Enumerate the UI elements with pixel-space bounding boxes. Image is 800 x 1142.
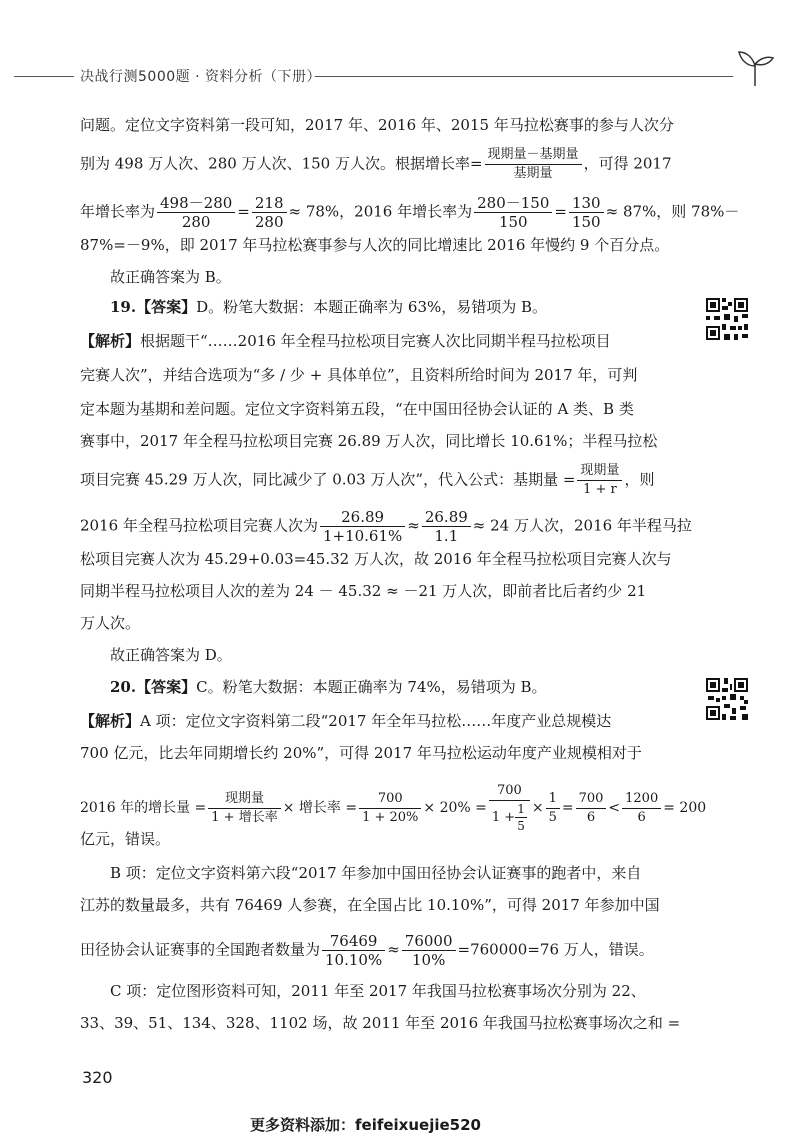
answer-line-19: 19.【答案】D。粉笔大数据：本题正确率为 63%，易错项为 B。 <box>110 298 548 316</box>
header-rule-left <box>14 76 74 77</box>
text-line: 田径协会认证赛事的全国跑者数量为 $\frac{76469}{10.10\%}$ ≈ $\frac{76000}{10\%}$ =760000=76 万人，错误。 <box>80 932 654 969</box>
text-line: 亿元，错误。 <box>80 830 171 848</box>
text-line: 赛事中，2017 年全程马拉松项目完赛 26.89 万人次，同比增长 10.61%；半程马拉松 <box>80 432 658 450</box>
answer-line-20: 20.【答案】C。粉笔大数据：本题正确率为 74%，易错项为 B。 <box>110 678 547 696</box>
text-line: 定本题为基期和差问题。定位文字资料第五段，“在中国田径协会认证的 A 类、B 类 <box>80 400 634 418</box>
nested-fraction: $\frac{1}{5}$ <box>517 802 525 833</box>
fraction: $\frac{26.89}{1+10.61\%}$ <box>320 508 405 545</box>
fraction: $\frac{76469}{10.10\%}$ <box>322 932 385 969</box>
fraction: $\frac{280-150}{150}$ <box>474 194 552 231</box>
text-line: 项目完赛 45.29 万人次，同比减少了 0.03 万人次”，代入公式：基期量 = $\frac{\text{现期量}}{1 + r}$ ，则 <box>80 463 655 497</box>
running-header <box>0 40 800 110</box>
base-period-formula: $\frac{\text{现期量}}{1 + r}$ <box>577 462 622 499</box>
page-number: 320 <box>82 1068 113 1087</box>
text-line: 问题。定位文字资料第一段可知，2017 年、2016 年、2015 年马拉松赛事的参与人次分 <box>80 116 674 134</box>
text-line: 江苏的数量最多，共有 76469 人参赛，在全国占比 10.10%”，可得 2017 年参加中国 <box>80 896 660 914</box>
text-line: B 项：定位文字资料第六段“2017 年参加中国田径协会认证赛事的跑者中，来自 <box>110 864 642 882</box>
analysis-line-20: 【解析】A 项：定位文字资料第二段“2017 年全年马拉松……年度产业总规模达 <box>80 712 612 730</box>
qr-code-icon[interactable] <box>704 676 750 722</box>
text-line: 完赛人次”，并结合选项为“多 / 少 + 具体单位”，且资料所给时间为 2017 年，可判 <box>80 366 638 384</box>
text-line: 33、39、51、134、328、1102 场，故 2011 年至 2016 年我国马拉松赛事场次之和 = <box>80 1014 681 1032</box>
fraction: $\frac{\text{现期量}}{\text{1 + 增长率}}$ <box>208 790 280 827</box>
header-rule-right <box>315 76 733 77</box>
text-line: 同期半程马拉松项目人次的差为 24 － 45.32 ≈ －21 万人次，即前者比后者约少 21 <box>80 582 647 600</box>
leaf-sprout-icon <box>733 48 777 88</box>
analysis-line-19: 【解析】根据题干“……2016 年全程马拉松项目完赛人次比同期半程马拉松项目 <box>80 332 611 350</box>
fraction: $\frac{26.89}{1.1}$ <box>422 508 471 545</box>
text-line: 故正确答案为 B。 <box>110 268 231 286</box>
text-line: 2016 年全程马拉松项目完赛人次为 $\frac{26.89}{1+10.61\%}$ ≈ $\frac{26.89}{1.1}$ ≈ 24 万人次，2016 年半程马拉 <box>80 508 692 545</box>
fraction: $\frac{1200}{6}$ <box>622 790 661 827</box>
text-line: 别为 498 万人次、280 万人次、150 万人次。根据增长率= $\frac{\text{现期量－基期量}}{\text{基期量}}$ ，可得 2017 <box>80 147 672 181</box>
qr-code-icon[interactable] <box>704 296 750 342</box>
formula-line: 2016 年的增长量 = $\frac{\text{现期量}}{\text{1 + 增长率}}$ × 增长率 = $\frac{700}{1 + 20\%}$ × 20% = 700 1 + $\frac{1}{5}$ × $\frac{1}{5}$ = $\frac{700}{6}$ < $\frac{1200}{6}$ = 200 <box>80 783 707 833</box>
fraction: $\frac{700}{1 + 20\%}$ <box>359 790 421 827</box>
text-line: 87%=－9%，即 2017 年马拉松赛事参与人次的同比增速比 2016 年慢约 9 个百分点。 <box>80 236 670 254</box>
fraction: $\frac{498-280}{280}$ <box>157 194 235 231</box>
text-line: 年增长率为 $\frac{498-280}{280}$ = $\frac{218}{280}$ ≈ 78%，2016 年增长率为 $\frac{280-150}{150}$ = $\frac{130}{150}$ ≈ 87%，则 78%－ <box>80 194 740 231</box>
text-line: 松项目完赛人次为 45.29+0.03=45.32 万人次，故 2016 年全程马拉松项目完赛人次与 <box>80 550 672 568</box>
text-line: C 项：定位图形资料可知，2011 年至 2017 年我国马拉松赛事场次分别为 22、 <box>110 982 646 1000</box>
text-line: 700 亿元，比去年同期增长约 20%”，可得 2017 年马拉松运动年度产业规模相对于 <box>80 744 642 762</box>
fraction: $\frac{1}{5}$ <box>546 790 560 827</box>
fraction: 700 1 + $\frac{1}{5}$ <box>489 782 530 834</box>
growth-rate-fraction: $\frac{\text{现期量－基期量}}{\text{基期量}}$ <box>485 146 582 183</box>
fraction: $\frac{76000}{10\%}$ <box>402 932 456 969</box>
fraction: $\frac{218}{280}$ <box>252 194 287 231</box>
book-title: 决战行测5000题 · 资料分析（下册） <box>80 69 321 85</box>
footer-note: 更多资料添加：feifeixuejie520 <box>250 1116 481 1134</box>
text-line: 万人次。 <box>80 614 141 632</box>
fraction: $\frac{130}{150}$ <box>569 194 604 231</box>
fraction: $\frac{700}{6}$ <box>576 790 607 827</box>
text-line: 故正确答案为 D。 <box>110 646 232 664</box>
